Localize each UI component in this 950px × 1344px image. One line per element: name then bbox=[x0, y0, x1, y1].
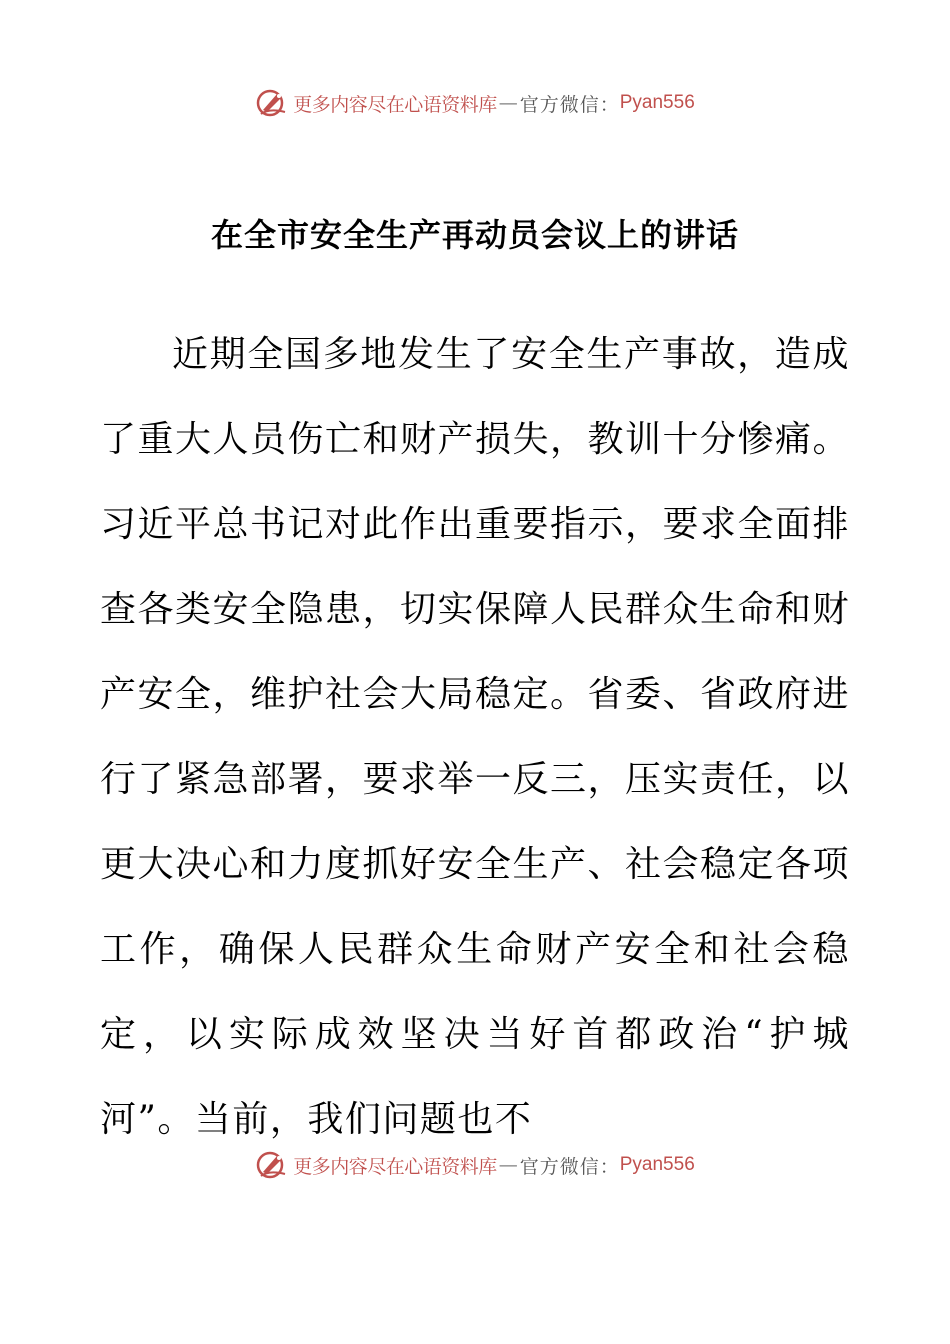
pen-nib-logo-icon bbox=[255, 86, 289, 120]
footer-banner bbox=[0, 1145, 950, 1185]
banner-dash: — bbox=[498, 1154, 518, 1176]
banner-dash: — bbox=[498, 92, 518, 114]
banner-wechat-id: Pyan556 bbox=[619, 1154, 695, 1175]
banner-wechat-id: Pyan556 bbox=[619, 92, 695, 113]
banner-text: 更多内容尽在心语资料库 bbox=[293, 93, 497, 116]
banner-text: 更多内容尽在心语资料库 bbox=[293, 1155, 497, 1178]
banner-wechat-label: 官方微信： bbox=[519, 93, 620, 116]
body-paragraph: 近期全国多地发生了安全生产事故，造成了重大人员伤亡和财产损失，教训十分惨痛。习近平总书记对此作出重要指示，要求全面排查各类安全隐患，切实保障人民群众生命和财产安全，维护社会大局稳定。省委、省政府进行了紧急部署，要求举一反三，压实责任，以更大决心和力度抓好安全生产、社会稳定各项工作，确保人民群众生命财产安全和社会稳定，以实际成效坚决当好首都政治“护城河”。当前，我们问题也不 bbox=[100, 334, 851, 1140]
banner-wechat-label: 官方微信： bbox=[519, 1155, 620, 1178]
document-title: 在全市安全生产再动员会议上的讲话 bbox=[210, 216, 739, 254]
pen-nib-logo-icon bbox=[255, 1148, 289, 1182]
header-banner bbox=[0, 83, 950, 123]
